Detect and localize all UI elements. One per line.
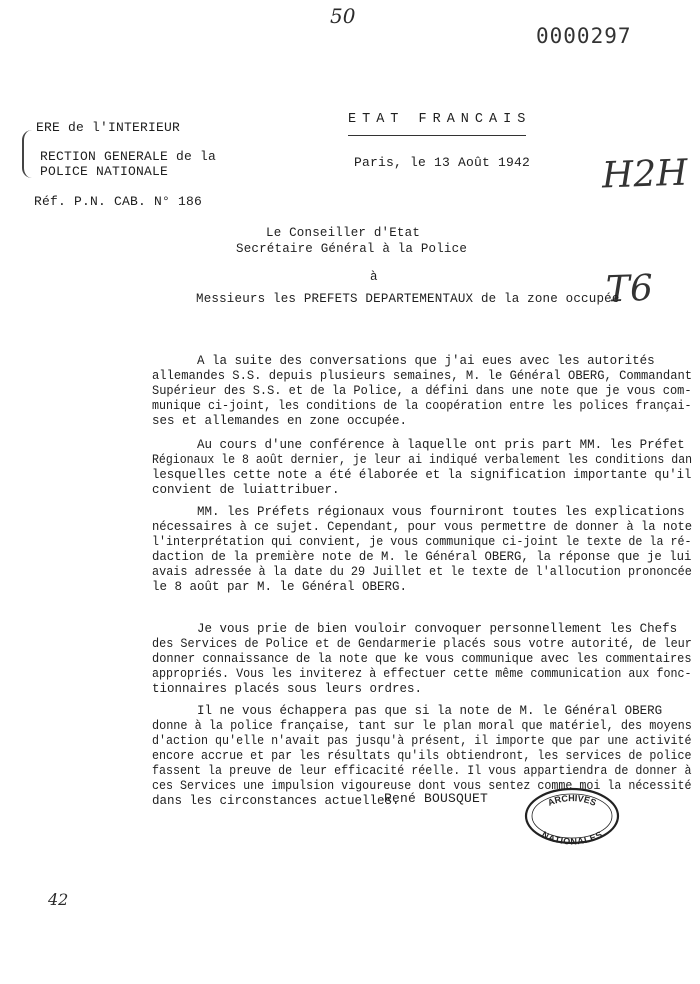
document-id: 0000297 (536, 24, 632, 48)
paragraph-3 (152, 505, 693, 595)
paragraph-line: l'interprétation qui convient, je vous communique ci-joint le texte de la ré- (152, 535, 692, 549)
stamp-text-bottom: NATIONALES (540, 829, 604, 846)
stamp-text-top: ARCHIVES (546, 793, 598, 808)
place-date: Paris, le 13 Août 1942 (354, 155, 531, 170)
paragraph-line: dans les circonstances actuelles. (152, 794, 400, 808)
paragraph-line: Au cours d'une conférence à laquelle ont pris part MM. les Préfet (152, 438, 685, 452)
sender-title-line-1: Le Conseiller d'Etat (266, 226, 421, 240)
paragraph-line: appropriés. Vous les inviterez à effectuer cette même communication aux fonc- (152, 667, 692, 681)
state-heading-underline (348, 135, 526, 136)
paragraph-line: munique ci-joint, les conditions de la coopération entre les polices françai- (152, 399, 692, 413)
paragraph-line: allemandes S.S. depuis plusieurs semaines, M. le Général OBERG, Commandant (152, 369, 693, 383)
paragraph-line: A la suite des conversations que j'ai eues avec les autorités (152, 354, 655, 368)
direction-line-1: RECTION GENERALE de la (40, 149, 217, 164)
paragraph-line: MM. les Préfets régionaux vous fourniront toutes les explications (152, 505, 685, 519)
paragraph-line: Je vous prie de bien vouloir convoquer personnellement les Chefs (152, 622, 678, 636)
paragraph-line: le 8 août par M. le Général OBERG. (152, 580, 408, 594)
state-heading: ETAT FRANCAIS (348, 112, 532, 127)
paragraph-line: nécessaires à ce sujet. Cependant, pour vous permettre de donner à la note (152, 520, 693, 534)
paragraph-line: encore accrue et par les résultats qu'ils obtiendront, les services de police (152, 749, 692, 763)
paragraph-line: lesquelles cette note a été élaborée et la signification importante qu'il (152, 468, 692, 482)
paragraph-line: Régionaux le 8 août dernier, je leur ai indiqué verbalement les conditions dan (152, 453, 693, 467)
paragraph-line: Il ne vous échappera pas que si la note de M. le Général OBERG (152, 704, 663, 718)
signature-name: René BOUSQUET (384, 791, 489, 806)
paragraph-line: donne à la police française, tant sur le plan moral que matériel, des moyens (152, 719, 692, 733)
handwritten-margin-number: 42 (48, 890, 69, 909)
paragraph-line: avais adressée à la date du 29 Juillet et le texte de l'allocution prononcée (152, 565, 692, 579)
paragraph-line: ces Services une impulsion vigoureuse dont vous sentez comme moi la nécessité (152, 779, 692, 793)
paragraph-line: d'action qu'elle n'avait pas jusqu'à présent, il importe que par une activité (152, 734, 692, 748)
paragraph-4 (152, 622, 692, 697)
paragraph-line: donner connaissance de la note que ke vous communique avec les commentaires (152, 652, 692, 666)
reference-number: Réf. P.N. CAB. N° 186 (34, 194, 203, 209)
paragraph-line: des Services de Police et de Gendarmerie placés sous votre autorité, de leur (152, 637, 692, 651)
handwritten-reference-line-2: T6 (605, 267, 654, 311)
paragraph-line: fassent la preuve de leur efficacité réelle. Il vous appartiendra de donner à (152, 764, 692, 778)
page-number: 50 (330, 4, 356, 28)
paragraph-2 (152, 438, 693, 498)
to-word: à (370, 270, 378, 284)
paragraph-line: Supérieur des S.S. et de la Police, a défini dans une note que je vous com- (152, 384, 692, 398)
direction-line-2: POLICE NATIONALE (40, 164, 169, 179)
sender-title-line-2: Secrétaire Général à la Police (236, 242, 468, 256)
paragraph-line: tionnaires placés sous leurs ordres. (152, 682, 423, 696)
paragraph-line: daction de la première note de M. le Général OBERG, la réponse que je lui (152, 550, 692, 564)
addressee: Messieurs les PREFETS DEPARTEMENTAUX de la zone occupée (196, 292, 620, 306)
handwritten-reference (599, 79, 695, 386)
ministry-name: ERE de l'INTERIEUR (36, 120, 181, 135)
handwritten-reference-line-1: H2H (601, 152, 689, 197)
paragraph-line: convient de luiattribuer. (152, 483, 340, 497)
paragraph-line: ses et allemandes en zone occupée. (152, 414, 408, 428)
handwritten-bracket (22, 130, 38, 178)
paragraph-1 (152, 354, 693, 429)
archives-stamp (523, 786, 621, 846)
